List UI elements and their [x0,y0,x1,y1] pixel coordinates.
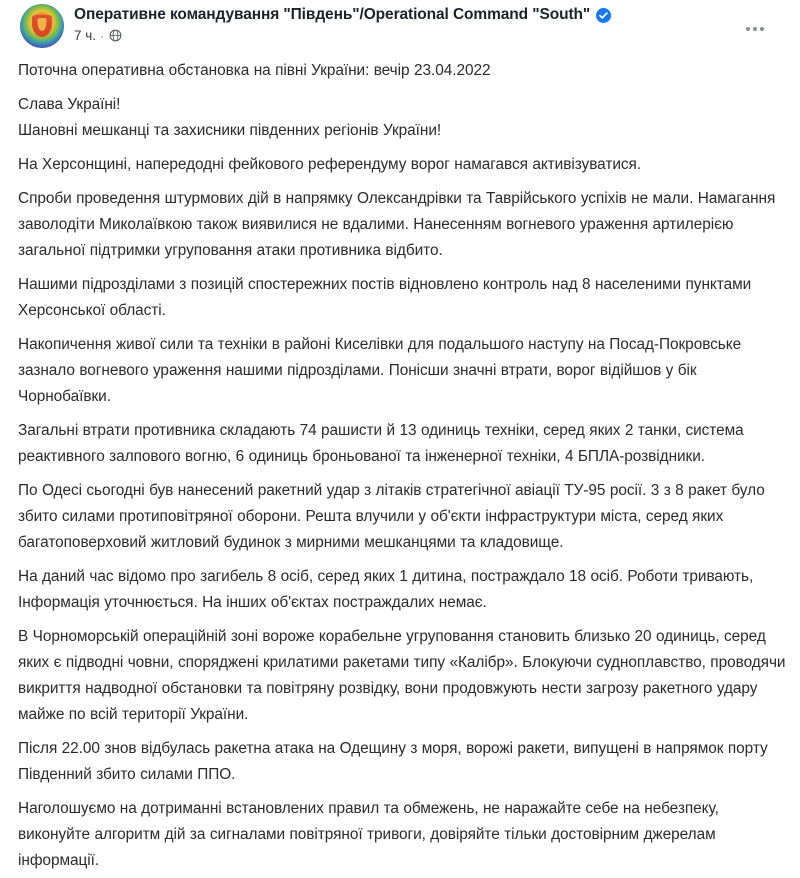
post-paragraph: Слава Україні! [18,96,121,113]
post-paragraph: Загальні втрати противника складають 74 рашисти й 13 одиниць техніки, серед яких 2 танки, система реактивного залпового вогню, 6 одиниць броньованої та інженерної техніки, 4 БПЛА-розвідники. [18,422,744,465]
verified-badge-icon [596,8,611,23]
post-more-options-button[interactable] [738,18,772,40]
post-author-block [74,4,611,43]
post-header [0,0,800,52]
author-name-row [74,6,611,24]
globe-icon[interactable] [108,29,122,43]
page-name[interactable]: Оперативне командування "Південь"/Operational Command "South" [74,6,591,23]
ellipsis-dot-1 [746,27,750,31]
post-paragraph: Шановні мешканці та захисники південних регіонів України! [18,122,442,139]
post-paragraph: Накопичення живої сили та техніки в районі Киселівки для подальшого наступу на Посад-Покровське зазнало вогневого ураження нашими підрозділами. Понісши значні втрати, ворог відійшов у бік Чорнобаївки. [18,336,742,405]
avatar[interactable] [20,4,64,48]
ellipsis-dot-2 [753,27,757,31]
post-meta-row [74,28,611,43]
post-paragraph: Нашими підрозділами з позицій спостережних постів відновлено контроль над 8 населеними пунктами Херсонської області. [18,276,752,319]
post-paragraph: Наголошуємо на дотриманні встановлених правил та обмежень, не наражайте себе на небезпеку, виконуйте алгоритм дій за сигналами повітряної тривоги, довіряйте тільки достовірним джерелам інформації. [18,800,719,869]
post-timestamp[interactable]: 7 ч. [74,28,97,43]
post-paragraph: На Херсонщині, напередодні фейкового референдуму ворог намагався активізуватися. [18,156,642,173]
meta-separator: · [100,28,105,43]
post-paragraph: В Чорноморській операційній зоні вороже корабельне угруповання становить близько 20 одиниць, серед яких є підводні човни, споряджені крилатими ракетами типу «Калібр». Блокуючи судноплавство, проводячи викриття надводної обстановки та повітряну розвідку, вони продовжують нести загрозу ракетного удару майже по всій території України. [18,628,786,723]
post-paragraph: Після 22.00 знов відбулась ракетна атака на Одещину з моря, ворожі ракети, випущені в напрямок порту Південний збито силами ППО. [18,740,768,783]
post-paragraph: На даний час відомо про загибель 8 осіб, серед яких 1 дитина, постраждало 18 осіб. Роботи тривають, Інформація уточнюється. На інших об'єктах постраждалих немає. [18,568,754,611]
post-paragraph: По Одесі сьогодні був нанесений ракетний удар з літаків стратегічної авіації ТУ-95 росії. 3 з 8 ракет було збито силами протиповітряної оборони. Решта влучили у об'єкти інфраструктури міста, серед яких багатоповерховий житловий будинок з мирними мешканцями та кладовище. [18,482,765,551]
post-paragraph: Поточна оперативна обстановка на півні України: вечір 23.04.2022 [18,62,491,79]
post-body [0,52,800,874]
post-paragraph: Спроби проведення штурмових дій в напрямку Олександрівки та Таврійського успіхів не мали. Намагання заволодіти Миколаївкою також виявилися не вдалими. Нанесенням вогневого ураження артилерією загальної підтримки угруповання атаки противника відбито. [18,190,776,259]
ellipsis-dot-3 [760,27,764,31]
